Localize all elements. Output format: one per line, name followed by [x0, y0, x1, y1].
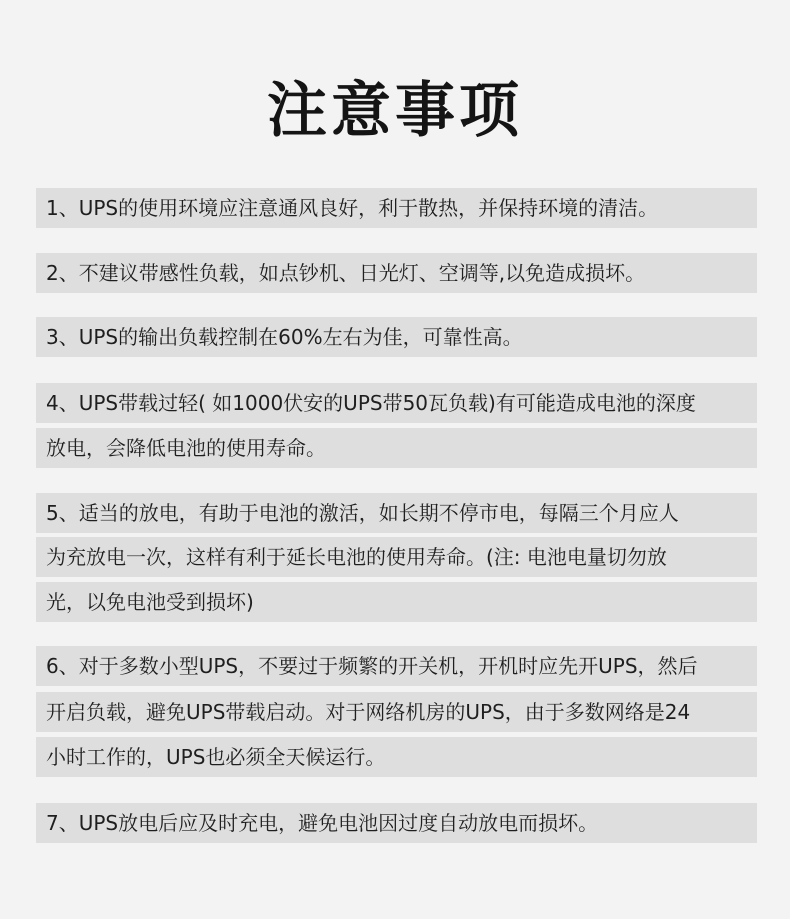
note-2-line-1: 2、不建议带感性负载，如点钞机、日光灯、空调等,以免造成损坏。: [36, 253, 757, 293]
note-4-line-1: 4、UPS带载过轻( 如1000伏安的UPS带50瓦负载)有可能造成电池的深度: [36, 383, 757, 423]
note-6-line-2: 开启负载，避免UPS带载启动。对于网络机房的UPS，由于多数网络是24: [36, 692, 757, 732]
note-4-line-2: 放电，会降低电池的使用寿命。: [36, 428, 757, 468]
note-7-line-1: 7、UPS放电后应及时充电，避免电池因过度自动放电而损坏。: [36, 803, 757, 843]
note-6-line-3: 小时工作的，UPS也必须全天候运行。: [36, 737, 757, 777]
note-5-line-2: 为充放电一次，这样有利于延长电池的使用寿命。(注: 电池电量切勿放: [36, 537, 757, 577]
note-5-line-1: 5、适当的放电，有助于电池的激活，如长期不停市电，每隔三个月应人: [36, 493, 757, 533]
note-5-line-3: 光，以免电池受到损坏): [36, 582, 757, 622]
note-3-line-1: 3、UPS的输出负载控制在60%左右为佳，可靠性高。: [36, 317, 757, 357]
note-1-line-1: 1、UPS的使用环境应注意通风良好，利于散热，并保持环境的清洁。: [36, 188, 757, 228]
note-6-line-1: 6、对于多数小型UPS，不要过于频繁的开关机，开机时应先开UPS，然后: [36, 646, 757, 686]
page-title: 注意事项: [267, 76, 523, 146]
